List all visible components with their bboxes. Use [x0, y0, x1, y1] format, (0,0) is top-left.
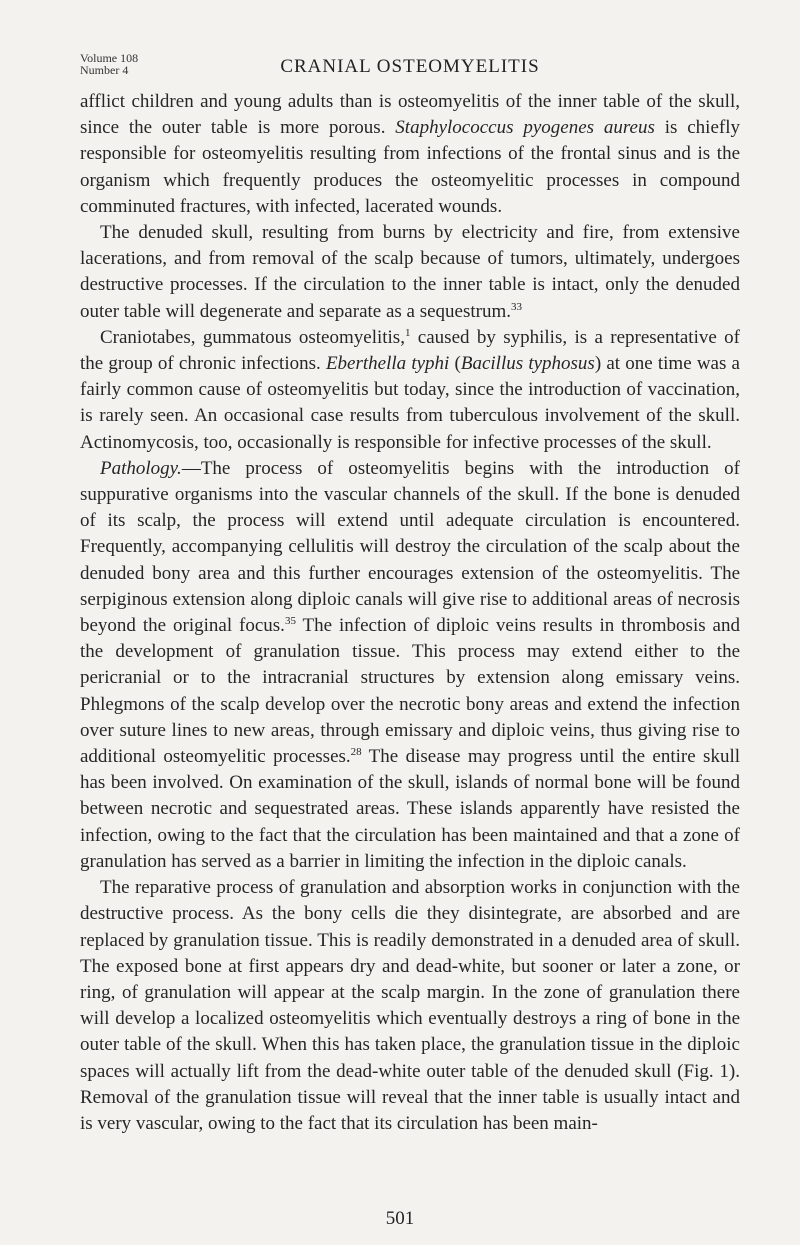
paragraph: Craniotabes, gummatous osteomyelitis,$^1$ caused by syphilis, is a representative of the group of chronic infections. Eberthella typhi (Bacillus typhosus) at one time was a fairly common cause of osteomyelitis but today, since the introduction of vaccination, is rarely seen. An occasional case results from tuberculous involvement of the skull. Actinomycosis, too, occasionally is responsible for infective processes of the skull.	[80, 326, 740, 453]
page-number: 501	[385, 1208, 415, 1229]
reference-superscript: 1	[404, 326, 411, 339]
page-header	[80, 46, 740, 86]
reference-superscript: 35	[284, 615, 296, 628]
volume-label: Volume 108	[80, 51, 139, 65]
paragraph: The denuded skull, resulting from burns by electricity and fire, from extensive lacerations, and from removal of the scalp because of tumors, ultimately, undergoes destructive processes. If the circulation to the inner table is intact, only the denuded outer table will degenerate and separate as a sequestrum.$^{33}$	[80, 222, 740, 322]
italic-term: Staphylococcus pyogenes aureus	[395, 117, 655, 139]
paragraph: Pathology.—The process of osteomyelitis begins with the introduction of suppurative organisms into the vascular channels of the skull. If the bone is denuded of its scalp, the process will extend until adequate circulation is encountered. Frequently, accompanying cellulitis will destroy the circulation of the scalp about the denuded bony area and this further encourages extension of the osteomyelitis. The serpiginous extension along diploic canals will give rise to additional areas of necrosis beyond the original focus.$^{35}$ The infection of diploic veins results in thrombosis and the development of granulation tissue. This process may extend either to the pericranial or to the intracranial structures by extension along emissary veins. Phlegmons of the scalp develop over the necrotic bony areas and extend the infection over suture lines to new areas, through emissary and diploic veins, thus giving rise to additional osteomyelitic processes.$^{28}$ The disease may progress until the entire skull has been involved. On examination of the skull, islands of normal bone will be found between necrotic and sequestrated areas. These islands apparently have resisted the infection, owing to the fact that the circulation has been maintained and that a zone of granulation has served as a barrier in limiting the infection in the diploic canals.	[80, 457, 741, 872]
italic-term: Eberthella typhi	[325, 353, 450, 375]
body-text	[80, 89, 740, 1137]
reference-superscript: 33	[511, 300, 523, 313]
number-label: Number 4	[80, 63, 129, 77]
paragraph: The reparative process of granulation and absorption works in conjunction with the destructive process. As the bony cells die they disintegrate, are absorbed and are replaced by granulation tissue. This is readily demonstrated in a denuded area of skull. The exposed bone at first appears dry and dead-white, but sooner or later a zone, or ring, of granulation will appear at the scalp margin. In the zone of granulation there will develop a localized osteomyelitis which eventually destroys a ring of bone in the outer table of the skull. When this has taken place, the granulation tissue in the diploic spaces will actually lift from the dead-white outer table of the denuded skull (Fig. 1). Removal of the granulation tissue will reveal that the inner table is usually intact and is very vascular, owing to the fact that its circulation has been main-	[80, 877, 740, 1134]
reference-superscript: 28	[350, 746, 362, 759]
paragraph: afflict children and young adults than is osteomyelitis of the inner table of the skull, since the outer table is more porous. Staphylococcus pyogenes aureus is chiefly responsible for osteomyelitis resulting from infections of the frontal sinus and is the organism which frequently produces the osteomyelitic processes in compound comminuted fractures, with infected, lacerated wounds.	[80, 91, 740, 217]
italic-term: Bacillus typhosus	[460, 353, 595, 375]
italic-term: Pathology.	[100, 457, 182, 479]
running-title: CRANIAL OSTEOMYELITIS	[280, 56, 540, 77]
